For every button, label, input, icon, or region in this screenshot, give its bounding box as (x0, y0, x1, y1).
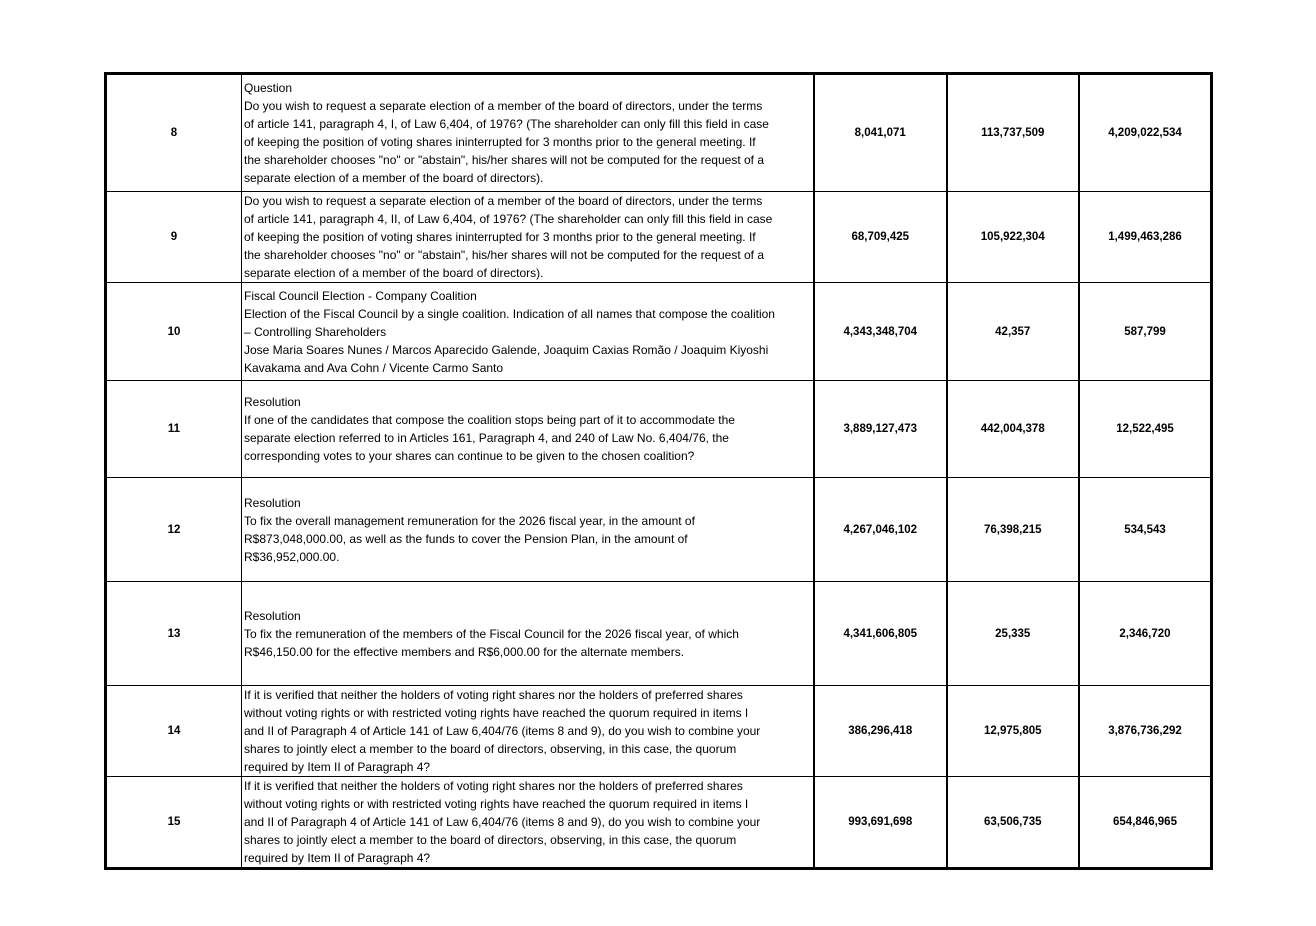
item-description (242, 283, 815, 381)
description-line: If it is verified that neither the holders of voting right shares nor the holders of preferred shares (244, 779, 743, 793)
description-line: without voting rights or with restricted voting rights have reached the quorum required in items I (244, 706, 749, 720)
item-description (242, 478, 815, 582)
votes-approve-value: 4,341,606,805 (814, 582, 947, 686)
votes-abstain-value: 1,499,463,286 (1079, 192, 1212, 283)
item-number: 13 (106, 582, 242, 686)
description-line: R$873,048,000.00, as well as the funds to cover the Pension Plan, in the amount of (244, 531, 688, 546)
voting-results-table (104, 72, 1213, 870)
description-line: shares to jointly elect a member to the board of directors, observing, in this case, the quorum (244, 742, 737, 756)
description-line: shares to jointly elect a member to the board of directors, observing, in this case, the quorum (244, 833, 737, 847)
votes-abstain-value: 12,522,495 (1079, 381, 1212, 478)
description-line: Election of the Fiscal Council by a single coalition. Indication of all names that compose the coalition (244, 306, 775, 321)
item-number: 9 (106, 192, 242, 283)
description-line: separate election of a member of the board of directors). (244, 266, 544, 280)
description-line: Do you wish to request a separate election of a member of the board of directors, under the terms (244, 194, 763, 208)
votes-reject-value: 25,335 (947, 582, 1080, 686)
item-number: 10 (106, 283, 242, 381)
votes-approve-value: 68,709,425 (814, 192, 947, 283)
votes-reject-value: 113,737,509 (947, 74, 1080, 192)
item-description (242, 686, 815, 777)
description-line: and II of Paragraph 4 of Article 141 of Law 6,404/76 (items 8 and 9), do you wish to combine your (244, 815, 761, 829)
description-line: – Controlling Shareholders (244, 324, 387, 339)
description-line: Resolution (244, 495, 301, 510)
description-line: Resolution (244, 608, 301, 623)
table-row (106, 283, 1212, 381)
description-line: required by Item II of Paragraph 4? (244, 760, 431, 774)
votes-abstain-value: 654,846,965 (1079, 777, 1212, 869)
description-line: Kavakama and Ava Cohn / Vicente Carmo Santo (244, 360, 504, 375)
votes-reject-value: 42,357 (947, 283, 1080, 381)
description-line: the shareholder chooses "no" or "abstain", his/her shares will not be computed for the request of a (244, 153, 765, 167)
votes-abstain-value: 4,209,022,534 (1079, 74, 1212, 192)
description-line: If one of the candidates that compose the coalition stops being part of it to accommodate the (244, 413, 735, 427)
votes-abstain-value: 2,346,720 (1079, 582, 1212, 686)
table-row (106, 192, 1212, 283)
description-line: without voting rights or with restricted voting rights have reached the quorum required in items I (244, 797, 749, 811)
votes-approve-value: 386,296,418 (814, 686, 947, 777)
item-description (242, 74, 815, 192)
description-line: separate election referred to in Articles 161, Paragraph 4, and 240 of Law No. 6,404/76, the (244, 431, 729, 445)
table-row (106, 777, 1212, 869)
item-number: 14 (106, 686, 242, 777)
item-description (242, 381, 815, 478)
description-line: of article 141, paragraph 4, II, of Law 6,404, of 1976? (The shareholder can only fill this field in case (244, 212, 773, 226)
item-description (242, 582, 815, 686)
description-line: To fix the remuneration of the members of the Fiscal Council for the 2026 fiscal year, of which (244, 626, 739, 641)
item-number: 11 (106, 381, 242, 478)
description-line: If it is verified that neither the holders of voting right shares nor the holders of preferred shares (244, 688, 743, 702)
votes-approve-value: 4,267,046,102 (814, 478, 947, 582)
description-line: R$36,952,000.00. (244, 549, 340, 564)
description-line: corresponding votes to your shares can continue to be given to the chosen coalition? (244, 449, 695, 463)
table-row (106, 74, 1212, 192)
description-line: To fix the overall management remuneration for the 2026 fiscal year, in the amount of (244, 513, 695, 528)
table-row (106, 478, 1212, 582)
description-line: R$46,150.00 for the effective members and R$6,000.00 for the alternate members. (244, 644, 685, 659)
description-line: Question (244, 81, 293, 95)
table-row (106, 686, 1212, 777)
votes-reject-value: 12,975,805 (947, 686, 1080, 777)
description-line: of article 141, paragraph 4, I, of Law 6,404, of 1976? (The shareholder can only fill this field in case (244, 117, 769, 131)
votes-approve-value: 4,343,348,704 (814, 283, 947, 381)
item-number: 12 (106, 478, 242, 582)
votes-abstain-value: 534,543 (1079, 478, 1212, 582)
votes-reject-value: 76,398,215 (947, 478, 1080, 582)
description-line: Fiscal Council Election - Company Coalition (244, 288, 477, 303)
votes-approve-value: 3,889,127,473 (814, 381, 947, 478)
item-description (242, 777, 815, 869)
votes-approve-value: 993,691,698 (814, 777, 947, 869)
description-line: separate election of a member of the board of directors). (244, 171, 544, 185)
description-line: Jose Maria Soares Nunes / Marcos Aparecido Galende, Joaquim Caxias Romão / Joaquim Kiyoshi (244, 342, 769, 357)
item-number: 15 (106, 777, 242, 869)
votes-reject-value: 442,004,378 (947, 381, 1080, 478)
votes-reject-value: 63,506,735 (947, 777, 1080, 869)
description-line: required by Item II of Paragraph 4? (244, 851, 431, 865)
description-line: of keeping the position of voting shares ininterrupted for 3 months prior to the general meeting. If (244, 230, 756, 244)
votes-approve-value: 8,041,071 (814, 74, 947, 192)
item-number: 8 (106, 74, 242, 192)
votes-abstain-value: 587,799 (1079, 283, 1212, 381)
table-body (106, 74, 1212, 869)
item-description (242, 192, 815, 283)
table-row (106, 381, 1212, 478)
votes-reject-value: 105,922,304 (947, 192, 1080, 283)
description-line: of keeping the position of voting shares ininterrupted for 3 months prior to the general meeting. If (244, 135, 756, 149)
description-line: and II of Paragraph 4 of Article 141 of Law 6,404/76 (items 8 and 9), do you wish to combine your (244, 724, 761, 738)
description-line: Do you wish to request a separate election of a member of the board of directors, under the terms (244, 99, 763, 113)
description-line: Resolution (244, 395, 301, 409)
description-line: the shareholder chooses "no" or "abstain", his/her shares will not be computed for the request of a (244, 248, 765, 262)
votes-abstain-value: 3,876,736,292 (1079, 686, 1212, 777)
table-row (106, 582, 1212, 686)
